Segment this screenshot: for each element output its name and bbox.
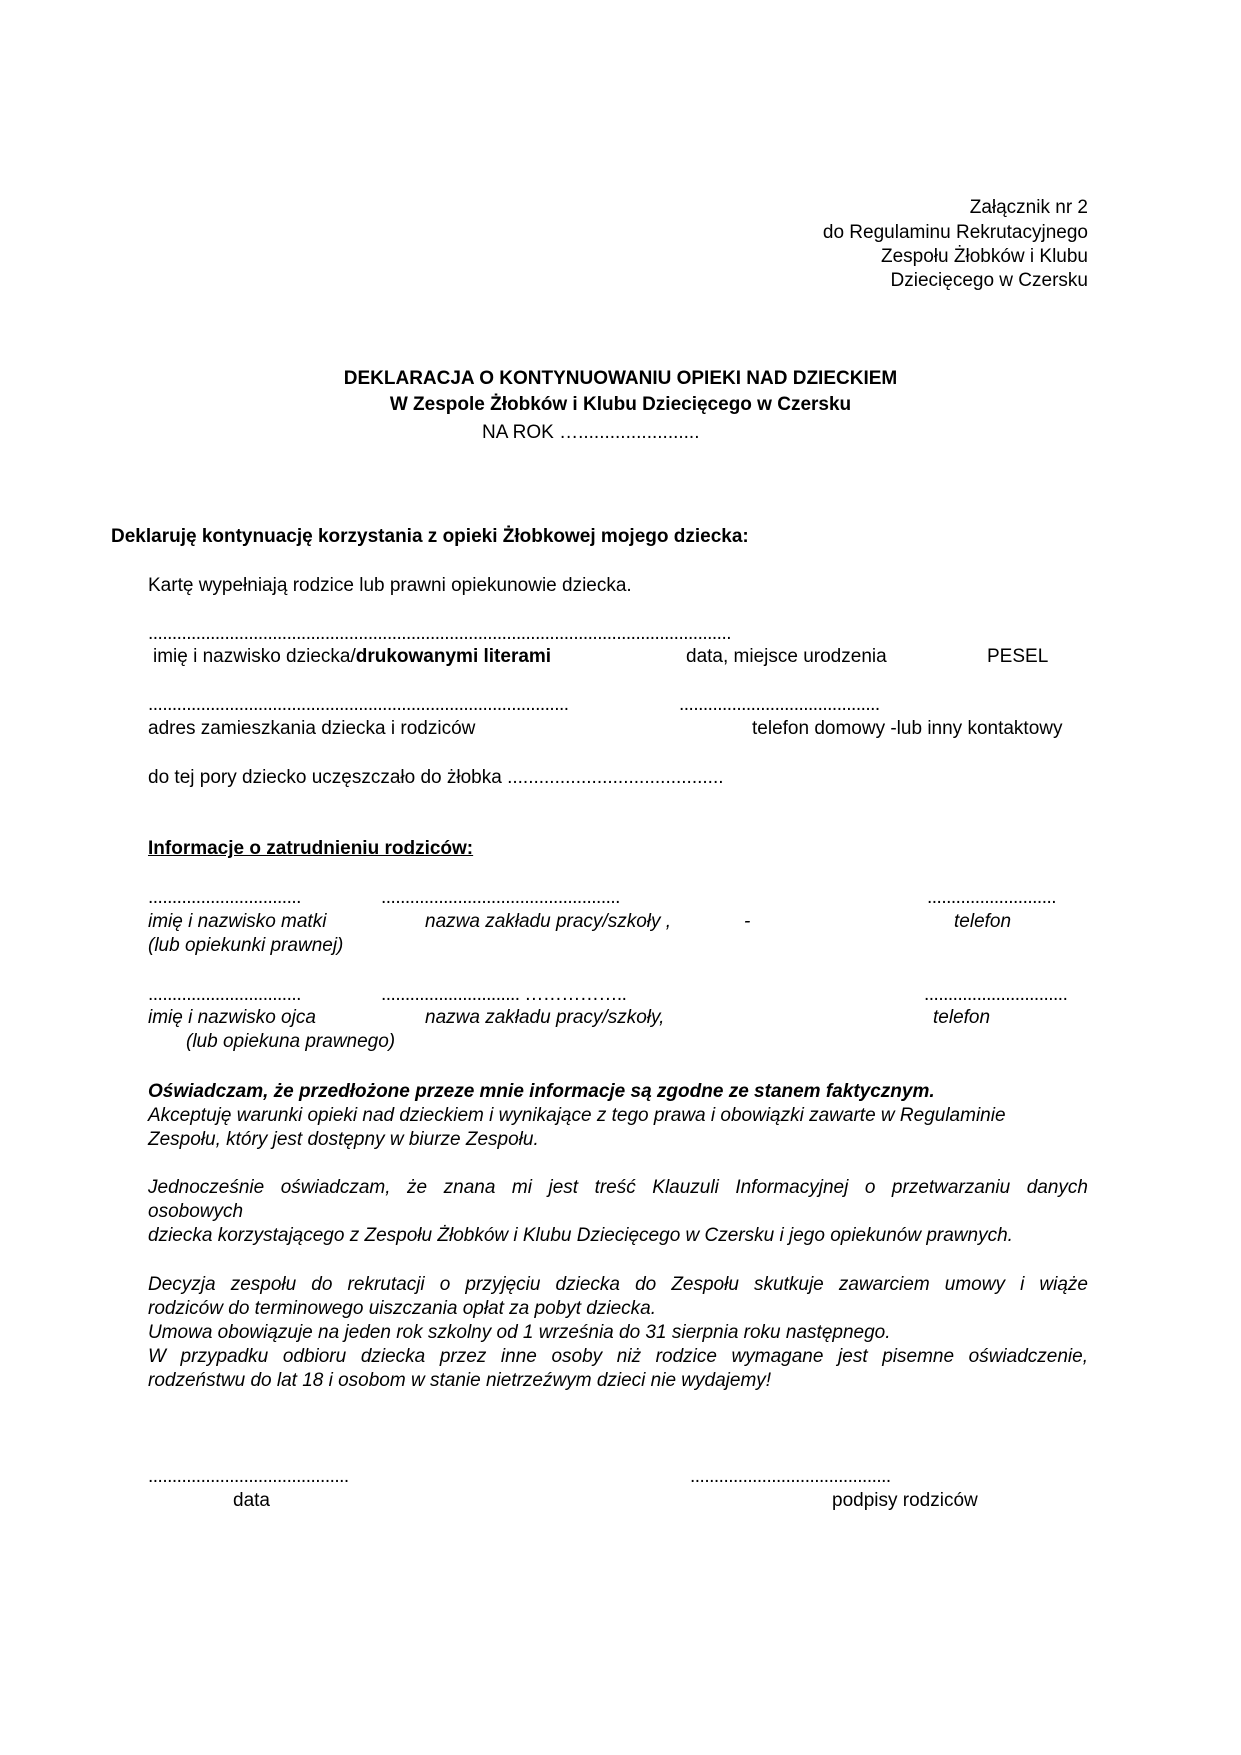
mother-work-label: nazwa zakładu pracy/szkoły , [425, 911, 672, 932]
father-phone-label: telefon [933, 1007, 991, 1028]
pickup-line-1: W przypadku odbioru dziecka przez inne osoby niż rodzice wymagane jest pisemne oświadczenie, [148, 1346, 1088, 1367]
gdpr-line-3: dziecka korzystającego z Zespołu Żłobków i Klubu Dziecięcego w Czersku i jego opiekunów prawnych. [148, 1225, 1013, 1246]
signature-field: .......................................... [690, 1466, 891, 1487]
address-label: adres zamieszkania dziecka i rodziców [148, 718, 476, 739]
father-work-field: ............................. …………….. [381, 984, 627, 1005]
father-phone-field: .............................. [924, 984, 1068, 1005]
phone-field: .......................................... [679, 694, 880, 715]
child-name-label-prefix: imię i nazwisko dziecka/ [153, 646, 356, 667]
date-field: .......................................... [148, 1466, 349, 1487]
accept-line-1: Akceptuję warunki opieki nad dzieckiem i wynikające z tego prawa i obowiązki zawarte w Regulaminie [148, 1105, 1006, 1126]
address-field: ........................................................................................ [148, 694, 569, 715]
accept-line-2: Zespołu, który jest dostępny w biurze Zespołu. [148, 1129, 539, 1150]
mother-name-field: ................................ [148, 887, 301, 908]
employment-heading: Informacje o zatrudnieniu rodziców: [148, 838, 474, 859]
decision-line-1: Decyzja zespołu do rekrutacji o przyjęciu dziecka do Zespołu skutkuje zawarciem umowy i wiąże [148, 1274, 1088, 1295]
pickup-line-2: rodzeństwu do lat 18 i osobom w stanie nietrzeźwym dzieci nie wydajemy! [148, 1370, 772, 1391]
signature-label: podpisy rodziców [832, 1490, 978, 1511]
mother-phone-label: telefon [954, 911, 1012, 932]
document-subtitle: W Zespole Żłobków i Klubu Dziecięcego w Czersku [389, 394, 852, 415]
phone-label: telefon domowy -lub inny kontaktowy [752, 718, 1063, 739]
attachment-number: Załącznik nr 2 [969, 197, 1088, 218]
mother-phone-field: ........................... [927, 887, 1057, 908]
year-field: NA ROK …....................... [482, 422, 700, 443]
birth-label: data, miejsce urodzenia [686, 646, 887, 667]
decision-line-2: rodziców do terminowego uiszczania opłat za pobyt dziecka. [148, 1298, 656, 1319]
instruction-text: Kartę wypełniają rodzice lub prawni opiekunowie dziecka. [148, 575, 632, 596]
child-name-label [153, 645, 551, 669]
father-work-label: nazwa zakładu pracy/szkoły, [425, 1007, 665, 1028]
attachment-location: Dziecięcego w Czersku [890, 270, 1088, 291]
child-name-label-bold: drukowanymi literami [355, 646, 552, 667]
pesel-label: PESEL [987, 646, 1049, 667]
gdpr-line-1: Jednocześnie oświadczam, że znana mi jest treść Klauzuli Informacyjnej o przetwarzaniu danych [148, 1177, 1088, 1198]
father-name-label: imię i nazwisko ojca [148, 1007, 316, 1028]
father-guardian-label: (lub opiekuna prawnego) [186, 1031, 396, 1052]
mother-name-label: imię i nazwisko matki [148, 911, 327, 932]
date-label: data [233, 1490, 270, 1511]
attachment-institution: Zespołu Żłobków i Klubu [881, 246, 1088, 267]
mother-dash: - [744, 911, 751, 932]
previous-nursery: do tej pory dziecko uczęszczało do żłobka ......................................... [148, 767, 724, 788]
oath-statement: Oświadczam, że przedłożone przeze mnie informacje są zgodne ze stanem faktycznym. [148, 1081, 935, 1102]
mother-guardian-label: (lub opiekunki prawnej) [148, 935, 344, 956]
declaration-heading: Deklaruję kontynuację korzystania z opieki Żłobkowej mojego dziecka: [111, 526, 749, 547]
mother-work-field: .................................................. [381, 887, 620, 908]
contract-statement: Umowa obowiązuje na jeden rok szkolny od 1 września do 31 sierpnia roku następnego. [148, 1322, 891, 1343]
father-name-field: ................................ [148, 984, 301, 1005]
attachment-regulation: do Regulaminu Rekrutacyjnego [822, 222, 1088, 243]
document-title: DEKLARACJA O KONTYNUOWANIU OPIEKI NAD DZIECKIEM [343, 368, 898, 389]
gdpr-line-2: osobowych [148, 1201, 244, 1222]
child-data-field: .......................................................................................................................... [148, 623, 732, 644]
